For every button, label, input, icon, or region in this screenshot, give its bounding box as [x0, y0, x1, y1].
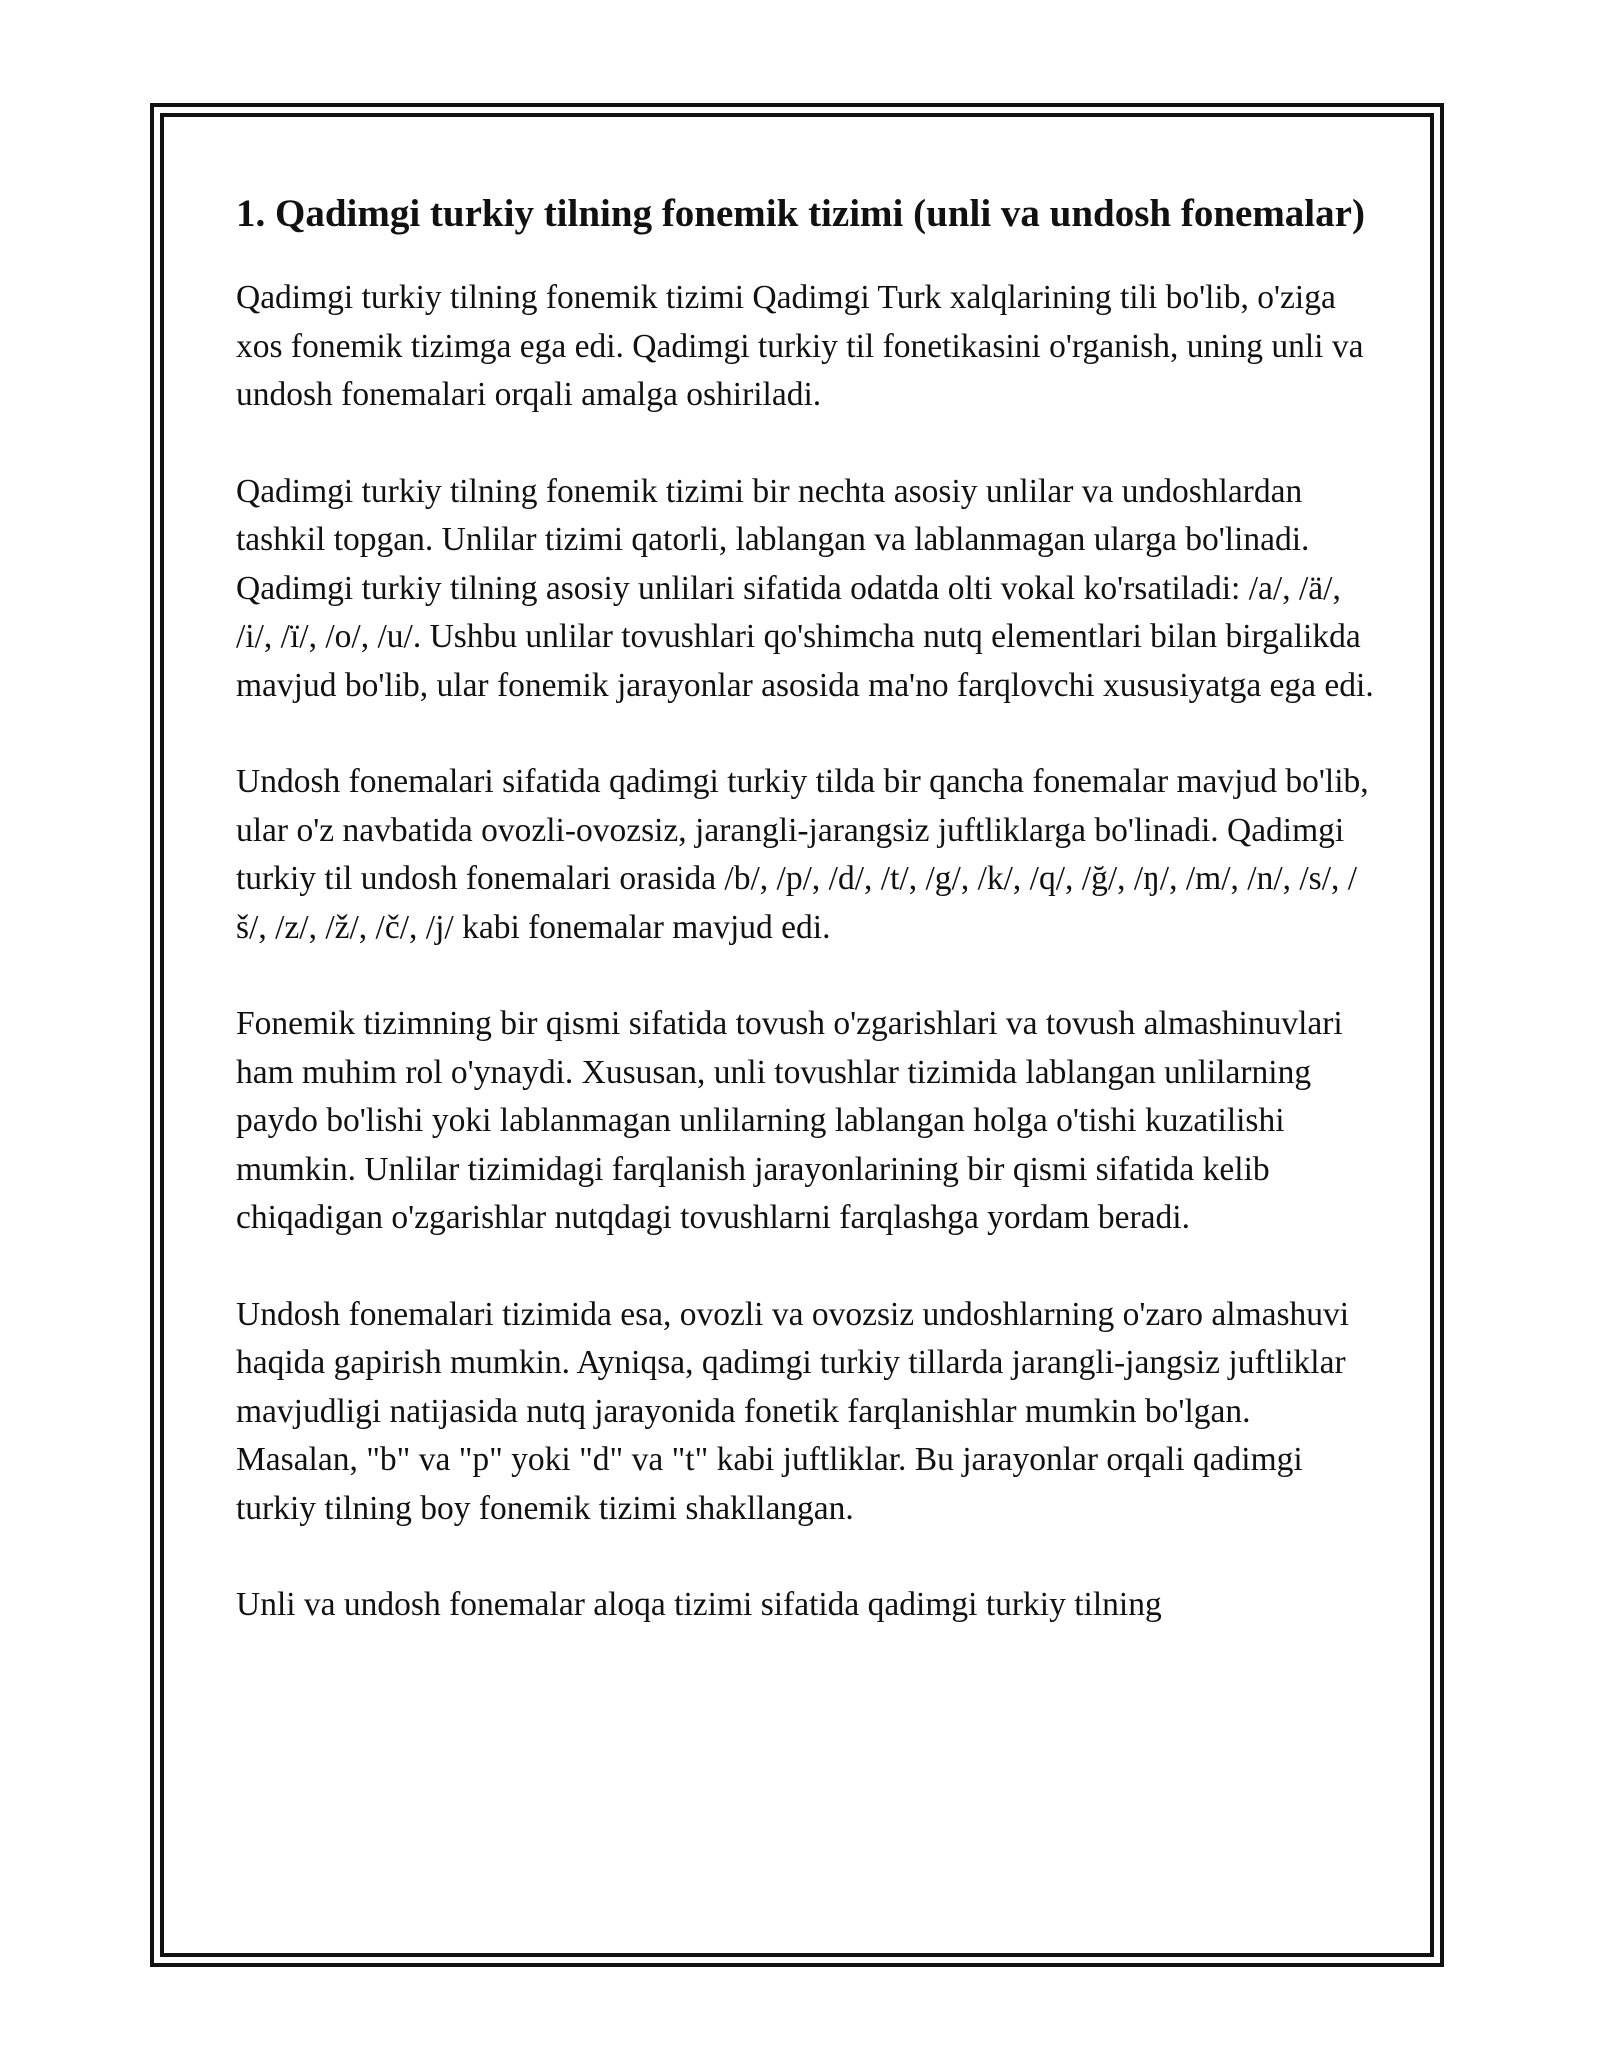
paragraph-vowels: Qadimgi turkiy tilning fonemik tizimi bir nechta asosiy unlilar va undoshlardan tashkil topgan. Unlilar tizimi qatorli, lablangan va lablanmagan ularga bo'linadi. Qadimgi turkiy tilning asosiy unlilari sifatida odatda olti vokal ko'rsatiladi: /a/, /ä/, /i/, /ï/, /o/, /u/. Ushbu unlilar tovushlari qo'shimcha nutq elementlari bilan birgalikda mavjud bo'lib, ular fonemik jarayonlar asosida ma'no farqlovchi xususiyatga ega edi. — [236, 472, 1374, 704]
document-body — [236, 186, 1376, 1630]
paragraph-intro: Qadimgi turkiy tilning fonemik tizimi Qadimgi Turk xalqlarining tili bo'lib, o'ziga xos fonemik tizimga ega edi. Qadimgi turkiy til fonetikasini o'rganish, uning unli va undosh fonemalari orqali amalga oshiriladi. — [236, 279, 1364, 413]
paragraph-continuation: Unli va undosh fonemalar aloqa tizimi sifatida qadimgi turkiy tilning — [236, 1586, 1162, 1623]
paragraph-consonants: Undosh fonemalari sifatida qadimgi turkiy tilda bir qancha fonemalar mavjud bo'lib, ular o'z navbatida ovozli-ovozsiz, jarangli-jarangsiz juftliklarga bo'linadi. Qadimgi turkiy til undosh fonemalari orasida /b/, /p/, /d/, /t/, /g/, /k/, /q/, /ğ/, /ŋ/, /m/, /n/, /s/, /š/, /z/, /ž/, /č/, /j/ kabi fonemalar mavjud edi. — [236, 763, 1369, 946]
section-heading: 1. Qadimgi turkiy tilning fonemik tizimi (unli va undosh fonemalar) — [236, 192, 1365, 235]
paragraph-consonant-alternation: Undosh fonemalari tizimida esa, ovozli va ovozsiz undoshlarning o'zaro almashuvi haqida gapirish mumkin. Ayniqsa, qadimgi turkiy tillarda jarangli-jangsiz juftliklar mavjudligi natijasida nutq jarayonida fonetik farqlanishlar mumkin bo'lgan. Masalan, "b" va "p" yoki "d" va "t" kabi juftliklar. Bu jarayonlar orqali qadimgi turkiy tilning boy fonemik tizimi shakllangan. — [236, 1295, 1350, 1527]
paragraph-sound-changes: Fonemik tizimning bir qismi sifatida tovush o'zgarishlari va tovush almashinuvlari ham muhim rol o'ynaydi. Xususan, unli tovushlar tizimida lablangan unlilarning paydo bo'lishi yoki lablanmagan unlilarning lablangan holga o'tishi kuzatilishi mumkin. Unlilar tizimidagi farqlanish jarayonlarining bir qismi sifatida kelib chiqadigan o'zgarishlar nutqdagi tovushlarni farqlashga yordam beradi. — [236, 1005, 1343, 1236]
